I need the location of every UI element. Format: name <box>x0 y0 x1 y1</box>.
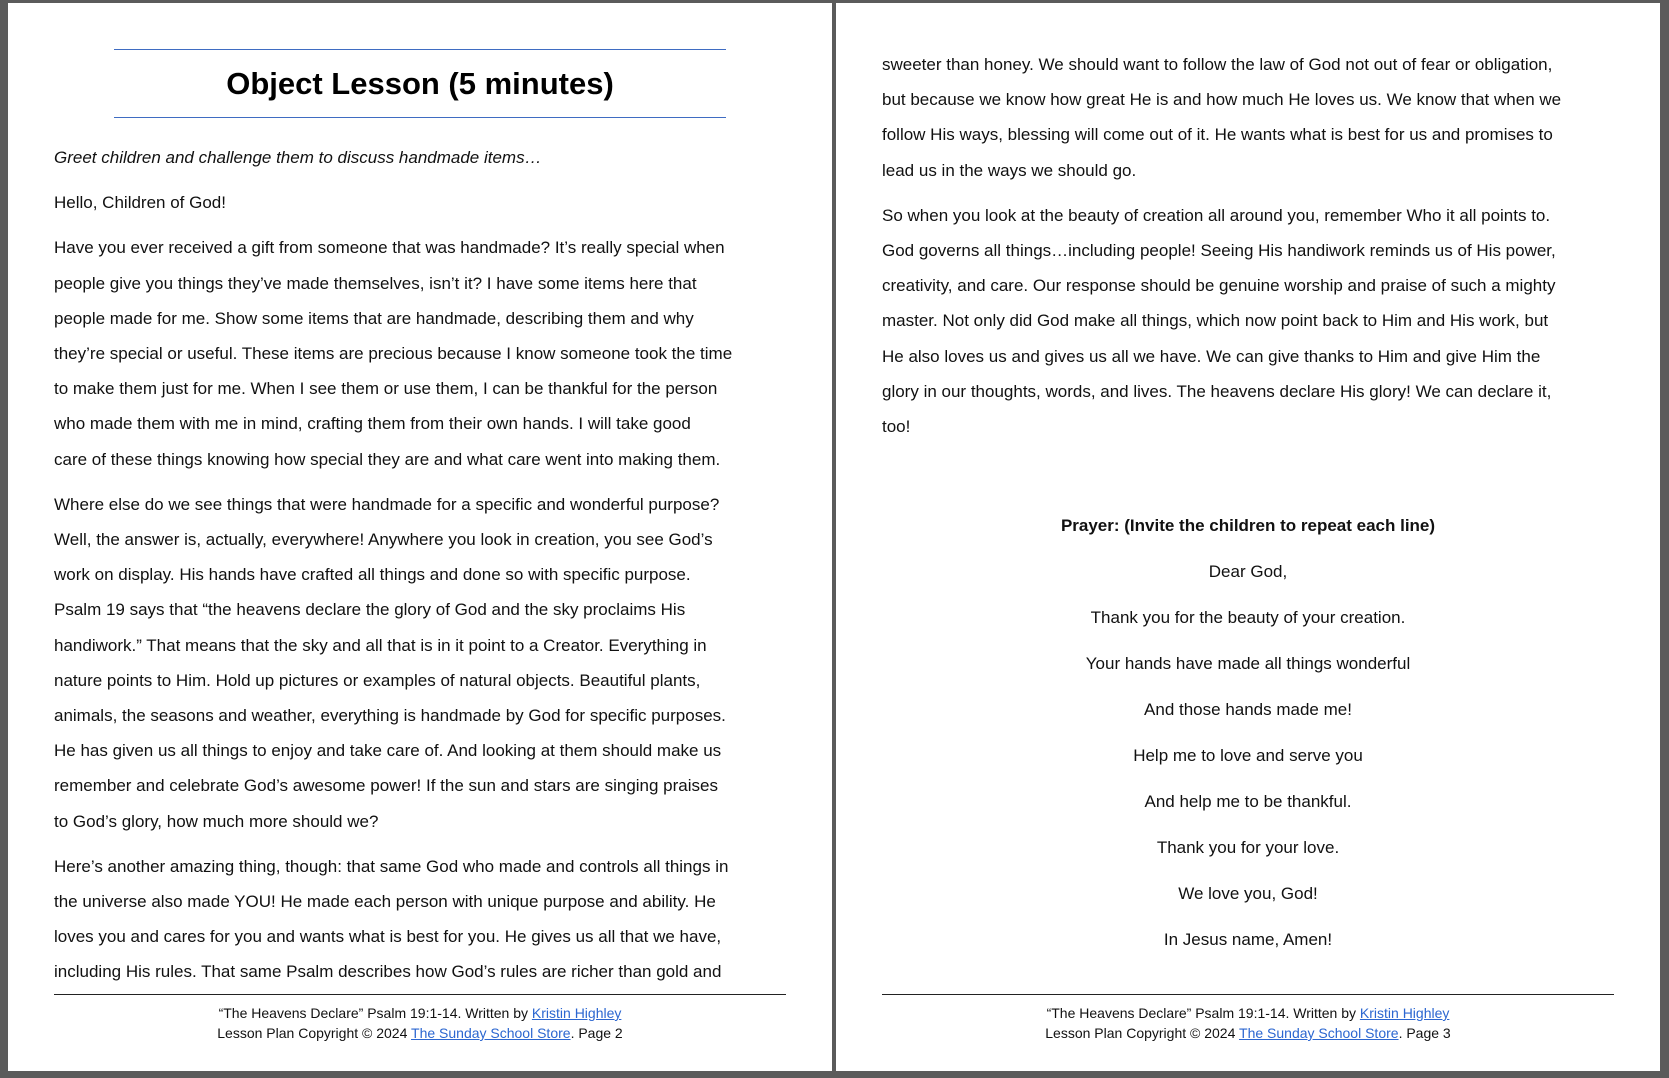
text-line: but because we know how great He is and how much He loves us. We know that when we <box>882 90 1562 110</box>
paragraph-continued <box>882 47 1614 188</box>
footer-line-1 <box>836 1003 1660 1023</box>
paragraph-3 <box>54 849 786 990</box>
text-line: So when you look at the beauty of creation all around you, remember Who it all points to. <box>882 205 1551 225</box>
text-line: He also loves us and gives us all we have. We can give thanks to Him and give Him the <box>882 346 1541 366</box>
author-link[interactable]: Kristin Highley <box>1359 1005 1450 1021</box>
section-title-block <box>114 49 726 118</box>
page-footer <box>836 1003 1660 1043</box>
footer-copyright-text: Lesson Plan Copyright © 2024 <box>217 1025 412 1041</box>
text-line: care of these things knowing how special they are and what care went into making them. <box>54 449 721 469</box>
text-line: God governs all things…including people! Seeing His handiwork reminds us of His power, <box>882 241 1556 261</box>
text-line: He has given us all things to enjoy and take care of. And looking at them should make us <box>54 741 722 761</box>
footer-rule <box>882 994 1614 995</box>
prayer-heading: Prayer: (Invite the children to repeat each line) <box>1060 516 1436 535</box>
prayer-line: And those hands made me! <box>1144 700 1352 719</box>
footer-credit-text: “The Heavens Declare” Psalm 19:1-14. Written by <box>218 1005 532 1021</box>
prayer-line: Help me to love and serve you <box>1133 746 1363 765</box>
prayer-line: Thank you for your love. <box>1156 838 1340 857</box>
text-line: follow His ways, blessing will come out of it. He wants what is best for us and promises to <box>882 125 1553 145</box>
text-line: sweeter than honey. We should want to follow the law of God not out of fear or obligation, <box>882 55 1553 74</box>
text-line: master. Not only did God make all things, which now point back to Him and His work, but <box>882 311 1549 331</box>
prayer-line: We love you, God! <box>1178 884 1318 903</box>
text-line: creativity, and care. Our response should be genuine worship and praise of such a mighty <box>882 276 1556 296</box>
text-line: handiwork.” That means that the sky and all that is in it point to a Creator. Everything in <box>54 635 707 655</box>
text-line: animals, the seasons and weather, everything is handmade by God for specific purposes. <box>54 706 726 726</box>
page-footer <box>8 1003 832 1043</box>
right-body <box>882 47 1614 444</box>
prayer-line: And help me to be thankful. <box>1144 792 1352 811</box>
text-line: glory in our thoughts, words, and lives. The heavens declare His glory! We can declare it, <box>882 381 1552 401</box>
text-line: work on display. His hands have crafted all things and done so with specific purpose. <box>54 565 691 585</box>
prayer-line: Dear God, <box>1208 562 1288 581</box>
footer-credit-text: “The Heavens Declare” Psalm 19:1-14. Written by <box>1046 1005 1360 1021</box>
text-line: nature points to Him. Hold up pictures or examples of natural objects. Beautiful plants, <box>54 670 701 690</box>
page-number: . Page 2 <box>570 1025 623 1041</box>
text-line: people made for me. Show some items that are handmade, describing them and why <box>54 308 694 328</box>
footer-line-1 <box>8 1003 832 1023</box>
text-line: Have you ever received a gift from someone that was handmade? It’s really special when <box>54 238 725 258</box>
text-line: loves you and cares for you and wants what is best for you. He gives us all that we have, <box>54 927 722 947</box>
text-line: Well, the answer is, actually, everywhere! Anywhere you look in creation, you see God’s <box>54 530 713 550</box>
text-line: Psalm 19 says that “the heavens declare the glory of God and the sky proclaims His <box>54 600 686 620</box>
prayer-block <box>882 503 1614 963</box>
section-title: Object Lesson (5 minutes) <box>226 66 614 101</box>
text-line: to make them just for me. When I see them or use them, I can be thankful for the person <box>54 379 718 399</box>
text-line: people give you things they’ve made themselves, isn’t it? I have some items here that <box>54 273 697 293</box>
footer-line-2 <box>8 1023 832 1043</box>
prayer-line: Thank you for the beauty of your creation. <box>1090 608 1406 627</box>
footer-copyright-text: Lesson Plan Copyright © 2024 <box>1045 1025 1240 1041</box>
prayer-line: Your hands have made all things wonderful <box>1085 654 1411 673</box>
text-line: Here’s another amazing thing, though: that same God who made and controls all things in <box>54 856 729 876</box>
paragraph-1 <box>54 230 786 476</box>
page-number: . Page 3 <box>1398 1025 1451 1041</box>
store-link[interactable]: The Sunday School Store <box>411 1025 571 1041</box>
text-line: they’re special or useful. These items are precious because I know someone took the time <box>54 344 733 364</box>
store-link[interactable]: The Sunday School Store <box>1239 1025 1399 1041</box>
text-line: including His rules. That same Psalm describes how God’s rules are richer than gold and <box>54 962 722 982</box>
paragraph-2 <box>54 487 786 839</box>
text-line: lead us in the ways we should go. <box>882 160 1137 180</box>
text-line: remember and celebrate God’s awesome power! If the sun and stars are singing praises <box>54 776 718 796</box>
document-page-3 <box>836 3 1660 1071</box>
author-link[interactable]: Kristin Highley <box>531 1005 622 1021</box>
text-line: too! <box>882 417 911 437</box>
text-line: who made them with me in mind, crafting them from their own hands. I will take good <box>54 414 691 434</box>
text-line: Where else do we see things that were handmade for a specific and wonderful purpose? <box>54 494 720 514</box>
footer-rule <box>54 994 786 995</box>
text-line: to God’s glory, how much more should we? <box>54 811 379 831</box>
intro-instruction: Greet children and challenge them to discuss handmade items… <box>54 148 542 167</box>
footer-line-2 <box>836 1023 1660 1043</box>
greeting: Hello, Children of God! <box>54 193 226 213</box>
text-line: the universe also made YOU! He made each person with unique purpose and ability. He <box>54 892 716 912</box>
title-bottom-rule <box>114 117 726 118</box>
paragraph-conclusion <box>882 198 1614 444</box>
left-body <box>54 140 786 990</box>
document-page-2 <box>8 3 832 1071</box>
prayer-line: In Jesus name, Amen! <box>1163 930 1333 949</box>
